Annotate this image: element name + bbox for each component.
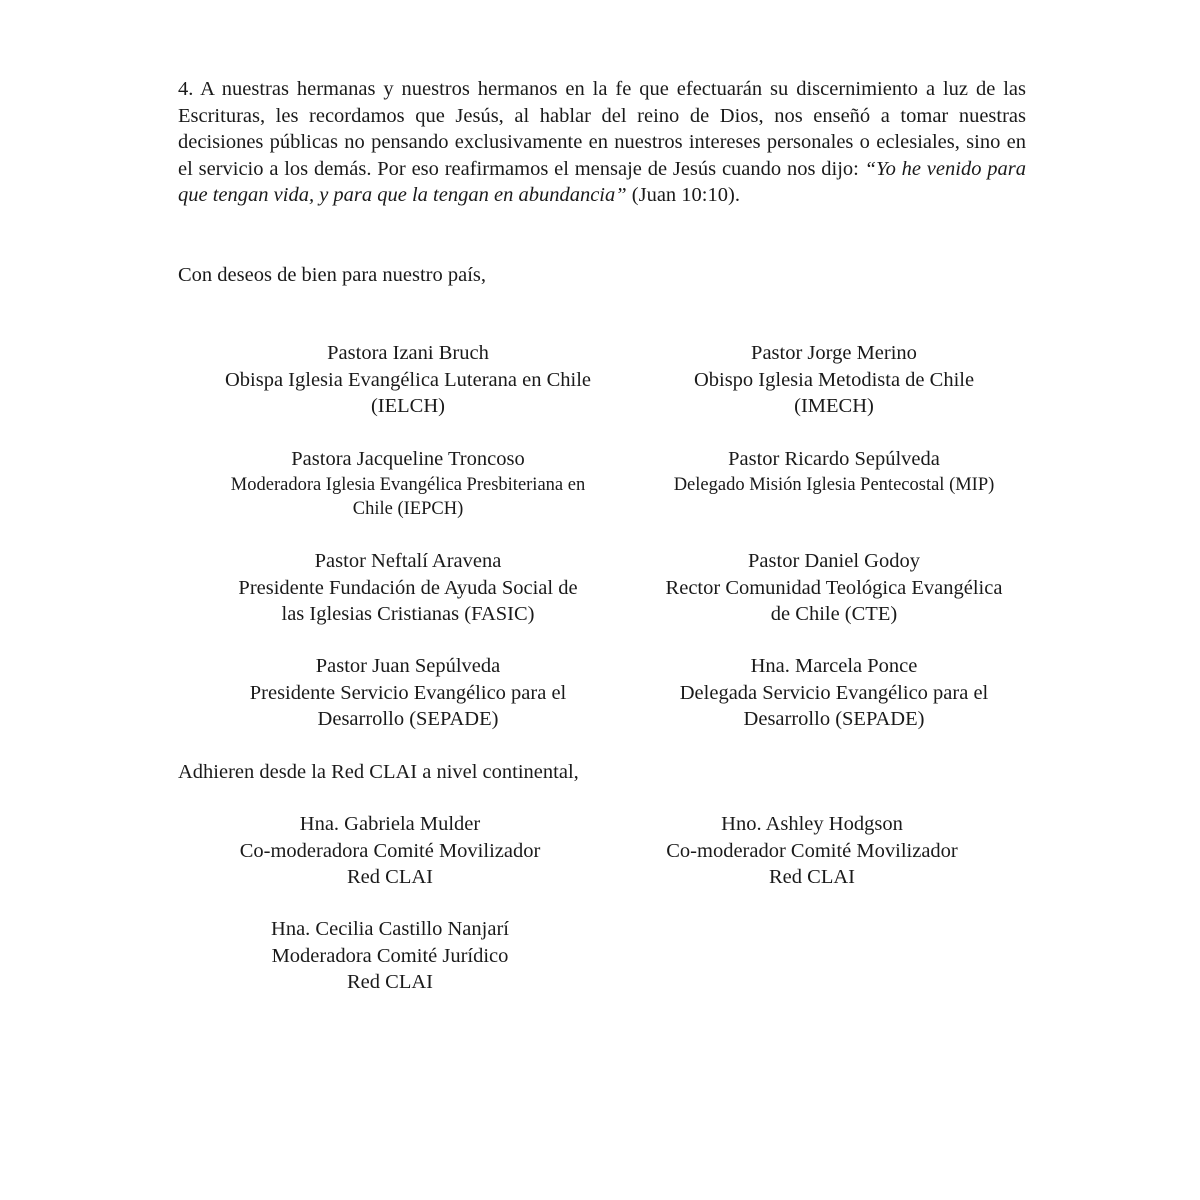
signatory-org: Red CLAI: [347, 971, 433, 993]
signatory-org: Red CLAI: [347, 866, 433, 888]
signatory-org: Desarrollo (SEPADE): [317, 708, 499, 730]
signatory-daniel-godoy: [638, 548, 1030, 628]
signatory-role: Co-moderador Comité Movilizador: [666, 839, 958, 862]
signatory-jacqueline-troncoso: [178, 446, 638, 521]
signatory-name: Hna. Cecilia Castillo Nanjarí: [271, 918, 509, 940]
signatory-org: Chile (IEPCH): [352, 498, 464, 519]
signatory-name: Pastora Izani Bruch: [327, 342, 489, 364]
signatory-name: Pastor Ricardo Sepúlveda: [728, 448, 940, 470]
signatory-name: Pastor Jorge Merino: [751, 342, 917, 364]
signatory-role: Obispo Iglesia Metodista de Chile: [693, 368, 975, 391]
signatory-role: Delegado Misión Iglesia Pentecostal (MIP): [673, 474, 995, 495]
signatory-org: Desarrollo (SEPADE): [743, 708, 925, 730]
paragraph-4: [178, 76, 1026, 209]
signatory-name: Pastor Daniel Godoy: [748, 550, 920, 572]
greeting: Con deseos de bien para nuestro país,: [178, 264, 486, 286]
signatory-gabriela-mulder: [160, 811, 620, 891]
quote-reference: (Juan 10:10).: [626, 184, 740, 206]
signatory-org: Red CLAI: [769, 866, 855, 888]
signatory-org: (IMECH): [794, 395, 874, 417]
signatory-ashley-hodgson: [616, 811, 1008, 891]
signatory-role: Rector Comunidad Teológica Evangélica: [665, 576, 1003, 599]
signatory-name: Pastor Neftalí Aravena: [314, 550, 502, 572]
signatory-name: Hna. Gabriela Mulder: [299, 813, 481, 835]
adhesion-intro: Adhieren desde la Red CLAI a nivel continental,: [178, 761, 579, 783]
signatory-role: Presidente Fundación de Ayuda Social de: [238, 576, 578, 599]
bible-quote: “Yo he venido para que tengan vida, y para que la tengan en abundancia”: [178, 157, 1026, 206]
paragraph-text: 4. A nuestras hermanas y nuestros hermanos en la fe que efectuarán su discernimiento a luz de las Escrituras, les recordamos que Jesús, al hablar del reino de Dios, nos enseñó a tomar nuestras decisiones públicas no pensando exclusivamente en nuestros intereses personales o eclesiales, sino en el servicio a los demás. Por eso reafirmamos el mensaje de Jesús cuando nos dijo:: [178, 78, 1026, 180]
signatory-role: Delegada Servicio Evangélico para el: [679, 681, 989, 704]
signatory-role: Obispa Iglesia Evangélica Luterana en Chile: [224, 368, 591, 391]
signatory-role: Moderadora Comité Jurídico: [271, 944, 509, 967]
signatory-cecilia-castillo: [160, 916, 620, 996]
signatory-org: las Iglesias Cristianas (FASIC): [281, 603, 535, 625]
signatory-name: Pastora Jacqueline Troncoso: [291, 448, 525, 470]
signatory-role: Presidente Servicio Evangélico para el: [249, 681, 567, 704]
signatory-name: Pastor Juan Sepúlveda: [315, 655, 501, 677]
signatory-role: Moderadora Iglesia Evangélica Presbiteriana en: [230, 474, 586, 495]
signatory-juan-sepulveda: [178, 653, 638, 733]
signatory-ricardo-sepulveda: [638, 446, 1030, 497]
signatory-marcela-ponce: [638, 653, 1030, 733]
signatory-org: de Chile (CTE): [770, 603, 898, 625]
signatory-neftali-aravena: [178, 548, 638, 628]
signatory-name: Hno. Ashley Hodgson: [721, 813, 903, 835]
signatory-role: Co-moderadora Comité Movilizador: [239, 839, 541, 862]
signatory-org: (IELCH): [370, 395, 445, 417]
signatory-jorge-merino: [638, 340, 1030, 420]
signatory-izani-bruch: [178, 340, 638, 420]
signatory-name: Hna. Marcela Ponce: [750, 655, 918, 677]
